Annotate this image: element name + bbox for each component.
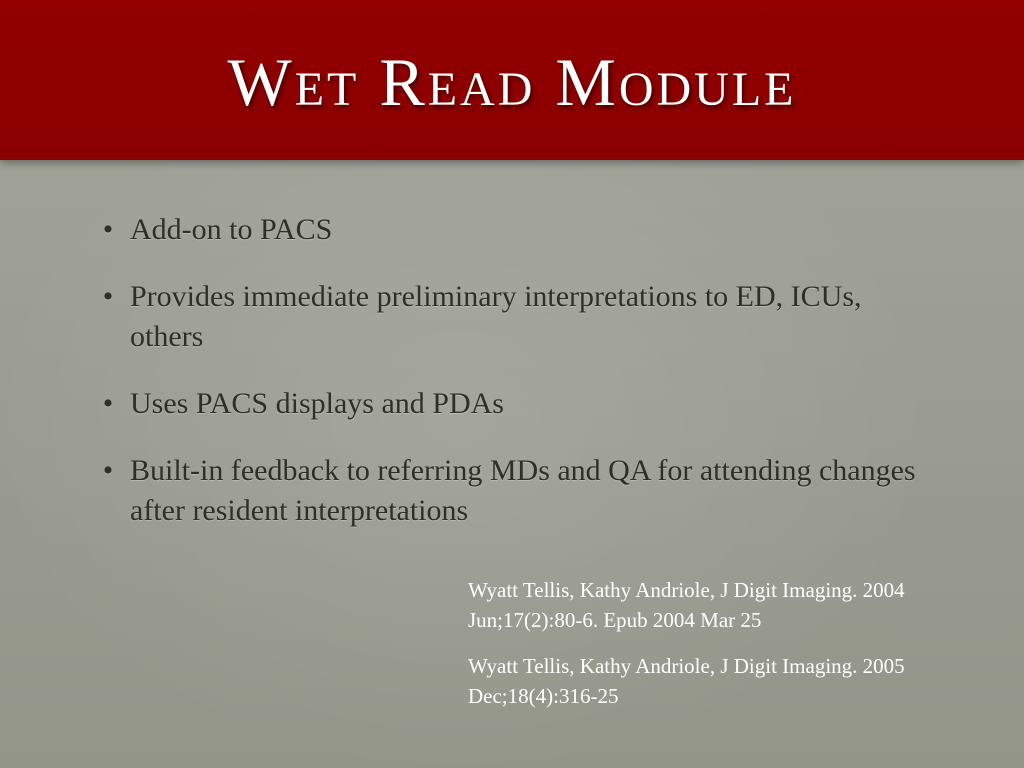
bullet-item xyxy=(96,210,936,250)
bullet-item xyxy=(96,451,936,531)
bullet-text: Provides immediate preliminary interpretations to ED, ICUs, others xyxy=(130,280,862,353)
bullet-text: Add-on to PACS xyxy=(130,213,333,246)
title-bar xyxy=(0,0,1024,160)
bullet-text: Uses PACS displays and PDAs xyxy=(130,387,504,420)
bullet-list xyxy=(96,210,936,558)
slide-title: Wet Read Module xyxy=(227,44,797,120)
references xyxy=(468,575,928,727)
bullet-icon: • xyxy=(102,213,114,246)
bullet-icon: • xyxy=(102,387,114,420)
bullet-item xyxy=(96,277,936,357)
bullet-icon: • xyxy=(102,280,114,313)
bullet-icon: • xyxy=(102,454,114,487)
reference-citation: Wyatt Tellis, Kathy Andriole, J Digit Imaging. 2005 Dec;18(4):316-25 xyxy=(468,654,905,708)
bullet-item xyxy=(96,384,936,424)
reference-citation: Wyatt Tellis, Kathy Andriole, J Digit Imaging. 2004 Jun;17(2):80-6. Epub 2004 Mar 25 xyxy=(468,578,905,632)
bullet-text: Built-in feedback to referring MDs and QA for attending changes after resident interpretations xyxy=(130,454,916,527)
